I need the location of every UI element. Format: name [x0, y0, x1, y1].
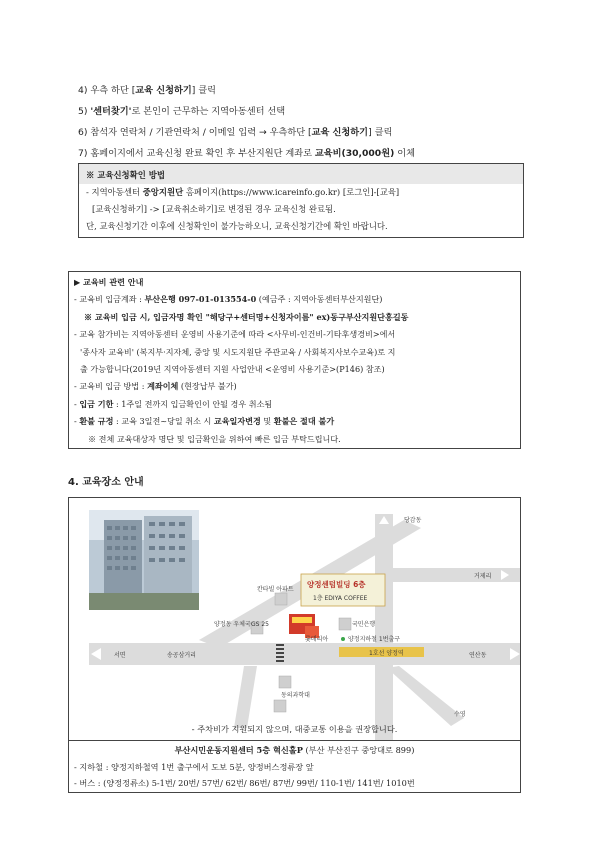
map-parking-note: - 주차비가 지원되지 않으며, 대중교통 이용을 권장합니다.: [191, 724, 398, 734]
map-label-post: 양정동 우체국: [214, 621, 251, 628]
svg-text:양정센텀빌딩 6층: 양정센텀빌딩 6층: [307, 580, 366, 589]
fee-account: - 교육비 입금계좌 : 부산은행 097-01-013554-0 (예금주 : 지역아동센터부산지원단): [74, 294, 383, 305]
confirm-box-line-2: [교육신청하기] -> [교육취소하기]로 변경된 경우 교육신청 완료됨.: [92, 204, 336, 214]
address-center: 부산시민운동지원센터 5층 혁신홀P (부산 부산진구 중앙대로 899): [174, 745, 415, 755]
map-svg: [69, 498, 521, 741]
target-building-marker: [289, 614, 319, 638]
map-label-seomyeon: 서면: [114, 652, 126, 659]
fee-line-3: - 교육 참가비는 지역아동센터 운영비 사용기준에 따라 <사무비-인건비-기타후생경비>에서: [74, 329, 396, 340]
map-label-danggam: 당감동: [404, 517, 422, 524]
map-label-dongui: 동의과학대: [281, 692, 310, 699]
step-7: 7) 홈페이지에서 교육신청 완료 확인 후 부산지원단 계좌로 교육비(30,000원) 이체: [78, 148, 415, 159]
map-label-kantabil: 칸타빌 아파트: [257, 586, 294, 593]
confirm-box-title: ※ 교육신청확인 방법: [86, 170, 165, 180]
map-label-lotteria: 롯데리아: [305, 636, 329, 643]
address-subway: - 지하철 : 양정지하철역 1번 출구에서 도보 5분, 양정버스정류장 앞: [74, 761, 314, 772]
address-box: [68, 741, 521, 793]
location-map: [68, 497, 521, 741]
building-photo: [89, 510, 199, 610]
fee-method: - 교육비 입금 방법 : 계좌이체 (현장납부 불가): [74, 381, 237, 392]
map-label-gs25: GS 25: [251, 621, 269, 628]
map-label-yeonsan: 연산동: [469, 652, 487, 659]
section-title: 4. 교육장소 안내: [68, 477, 144, 488]
fee-note: ※ 전체 교육대상자 명단 및 입금확인을 위하여 빠른 입금 부탁드립니다.: [88, 433, 341, 444]
fee-deadline: - 입금 기한 : 1주일 전까지 입금확인이 안될 경우 취소됨: [74, 398, 273, 409]
fee-box-title: ▶ 교육비 관련 안내: [74, 277, 144, 287]
map-label-gejae: 거제리: [474, 573, 492, 580]
map-label-station: 1호선 양정역: [369, 650, 404, 657]
map-label-kookmin: 국민은행: [352, 621, 376, 628]
confirm-box: [78, 163, 524, 238]
svg-text:1층 EDIYA COFFEE: 1층 EDIYA COFFEE: [313, 595, 368, 602]
steps-list: [78, 80, 538, 164]
fee-depositor-note: ※ 교육비 입금 시, 입금자명 확인 "해당구+센터명+신청자이름" ex)동구부산지원단홍길동: [84, 311, 409, 322]
step-6: 6) 참석자 연락처 / 기관연락처 / 이메일 입력 → 우측하단 [교육 신청하기] 클릭: [78, 127, 393, 138]
building-label: [301, 574, 385, 606]
step-5: 5) '센터찾기'로 본인이 근무하는 지역아동센터 선택: [78, 106, 286, 117]
step-4: 4) 우측 하단 [교육 신청하기] 클릭: [78, 85, 216, 96]
map-label-exit: 양정지하철 1번출구: [348, 636, 401, 643]
fee-box: [68, 271, 521, 449]
map-label-suyeong: 수영: [454, 711, 466, 718]
address-bus: - 버스 : (양정정류소) 5-1번/ 20번/ 57번/ 62번/ 86번/ 87번/ 99번/ 110-1번/ 141번/ 1010번: [74, 778, 415, 788]
confirm-box-line-3: 단, 교육신청기간 이후에 신청확인이 불가능하오니, 교육신청기간에 확인 바랍니다.: [86, 221, 388, 231]
exit-marker: [341, 637, 345, 641]
fee-refund: - 환불 규정 : 교육 3일전~당일 취소 시 교육일자변경 및 환불은 절대 불가: [74, 416, 335, 427]
fee-line-4: '종사자 교육비' (복지부·지자체, 중앙 및 시도지원단 주관교육 / 사회복지사보수교육)로 지: [80, 346, 396, 357]
fee-line-5: 출 가능합니다(2019년 지역아동센터 지원 사업안내 <운영비 사용기준>(P146) 참조): [80, 363, 385, 374]
map-label-songgong: 송공삼거리: [167, 652, 196, 659]
confirm-box-line-1: - 지역아동센터 중앙지원단 홈페이지(https://www.icareinfo.go.kr) [로그인]-[교육]: [86, 187, 400, 197]
